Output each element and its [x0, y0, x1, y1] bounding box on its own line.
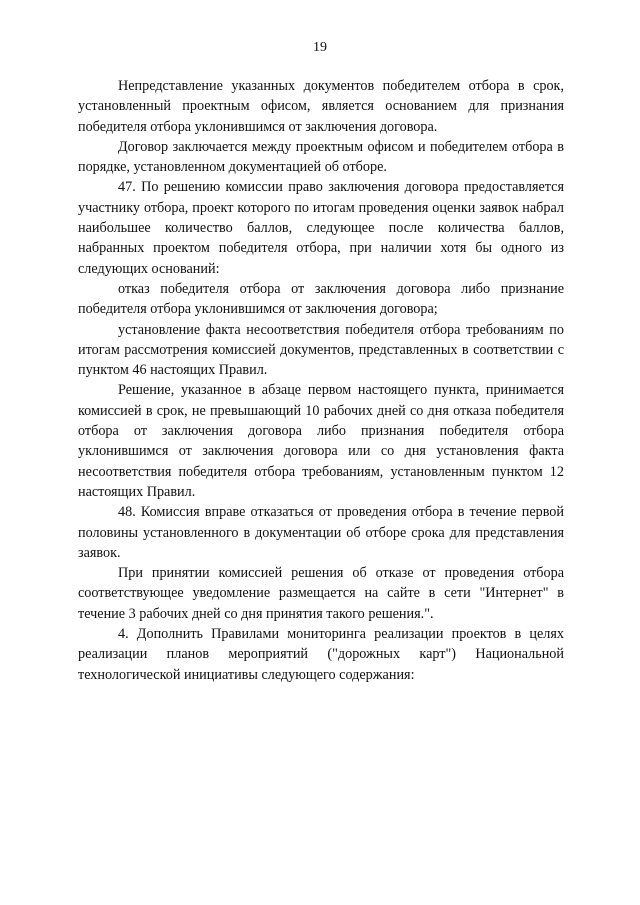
page-number: 19	[313, 40, 327, 55]
paragraph: 4. Дополнить Правилами мониторинга реализации проектов в целях реализации планов мероприятий ("дорожных карт") Национальной технологической инициативы следующего содержания:	[78, 626, 564, 683]
paragraph: Непредставление указанных документов победителем отбора в срок, установленный проектным офисом, является основанием для признания победителя отбора уклонившимся от заключения договора.	[78, 78, 564, 135]
paragraph: 48. Комиссия вправе отказаться от проведения отбора в течение первой половины установленного в документации об отборе срока для представления заявок.	[78, 504, 564, 561]
paragraph: Договор заключается между проектным офисом и победителем отбора в порядке, установленном документацией об отборе.	[78, 138, 564, 176]
paragraph: установление факта несоответствия победителя отбора требованиям по итогам рассмотрения комиссией документов, представленных в соответствии с пунктом 46 настоящих Правил.	[78, 321, 564, 379]
paragraph: При принятии комиссией решения об отказе от проведения отбора соответствующее уведомление размещается на сайте в сети "Интернет" в течение 3 рабочих дней со дня принятия такого решения.".	[78, 565, 564, 622]
paragraph: отказ победителя отбора от заключения договора либо признание победителя отбора уклонившимся от заключения договора;	[78, 280, 564, 318]
paragraph: Решение, указанное в абзаце первом настоящего пункта, принимается комиссией в срок, не превышающий 10 рабочих дней со дня отказа победителя отбора от заключения договора либо признания победителя отбора уклонившимся от заключения договора или со дня установления факта несоответствия победителя отбора требованиям, установленным пунктом 12 настоящих Правил.	[78, 382, 564, 500]
paragraph: 47. По решению комиссии право заключения договора предоставляется участнику отбора, проект которого по итогам проведения оценки заявок набрал наибольшее количество баллов, следующее после количества баллов, набранных проектом победителя отбора, при наличии хотя бы одного из следующих оснований:	[78, 179, 564, 277]
document-body	[78, 76, 564, 685]
